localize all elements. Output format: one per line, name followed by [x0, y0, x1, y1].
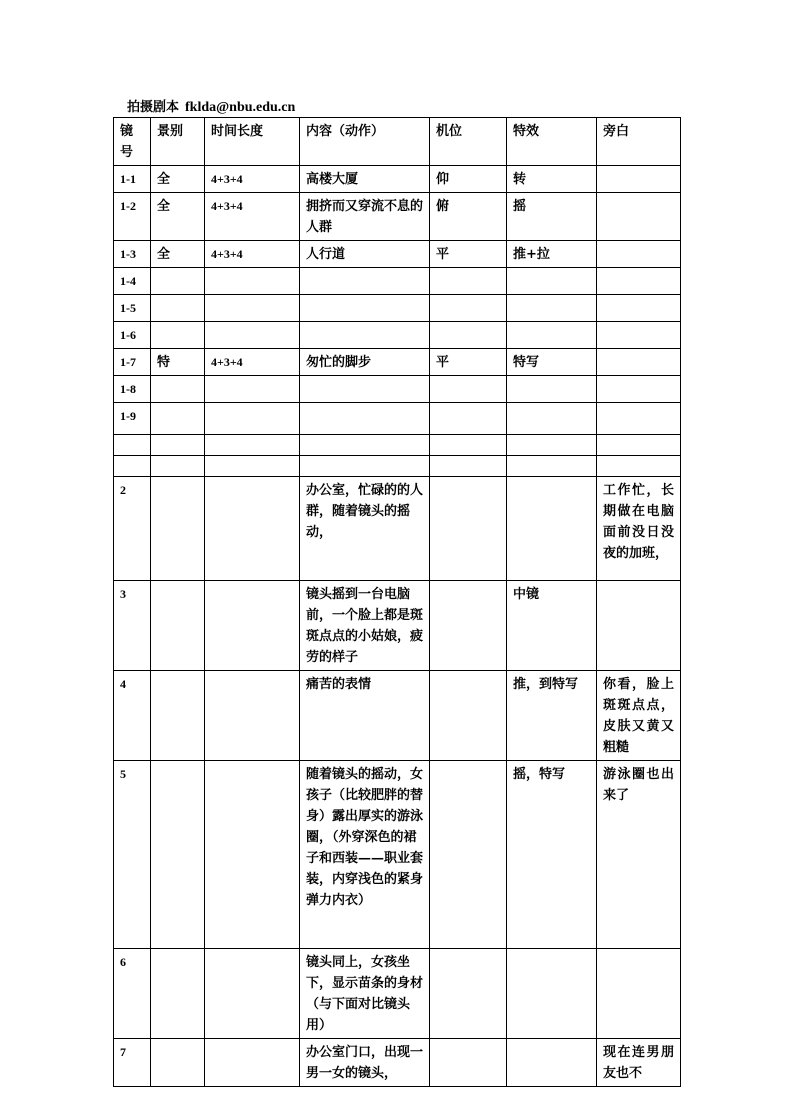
table-row — [114, 322, 681, 349]
table-cell — [507, 295, 597, 322]
table-cell: 你看，脸上斑斑点点，皮肤又黄又粗糙 — [597, 671, 681, 761]
table-cell — [597, 435, 681, 456]
table-row — [114, 435, 681, 456]
table-cell: 1-6 — [114, 322, 151, 349]
table-cell: 1-3 — [114, 241, 151, 268]
table-cell — [507, 268, 597, 295]
table-cell — [597, 322, 681, 349]
table-cell: 拥挤而又穿流不息的人群 — [300, 193, 430, 241]
table-cell: 全 — [151, 241, 205, 268]
table-cell: 4+3+4 — [205, 349, 300, 376]
table-cell — [597, 403, 681, 435]
table-cell — [507, 376, 597, 403]
table-cell: 镜头摇到一台电脑前，一个脸上都是斑斑点点的小姑娘，疲劳的样子 — [300, 581, 430, 671]
table-cell: 办公室门口，出现一男一女的镜头， — [300, 1039, 430, 1087]
table-row — [114, 671, 681, 761]
table-cell — [430, 456, 507, 477]
table-cell — [430, 761, 507, 949]
table-cell — [507, 949, 597, 1039]
table-row — [114, 166, 681, 193]
table-cell — [151, 403, 205, 435]
table-cell — [151, 376, 205, 403]
table-cell: 随着镜头的摇动，女孩子（比较肥胖的替身）露出厚实的游泳圈，（外穿深色的裙子和西装——职业套装，内穿浅色的紧身弹力内衣） — [300, 761, 430, 949]
table-cell — [430, 295, 507, 322]
table-cell: 仰 — [430, 166, 507, 193]
table-cell — [430, 1039, 507, 1087]
table-cell: 中镜 — [507, 581, 597, 671]
table-cell — [597, 349, 681, 376]
table-cell — [507, 322, 597, 349]
table-header-row — [114, 118, 681, 166]
table-row — [114, 268, 681, 295]
table-cell — [597, 295, 681, 322]
table-cell — [205, 435, 300, 456]
table-cell: 4+3+4 — [205, 166, 300, 193]
table-cell: 2 — [114, 477, 151, 581]
table-row — [114, 376, 681, 403]
table-cell: 匆忙的脚步 — [300, 349, 430, 376]
table-cell — [430, 581, 507, 671]
table-cell — [430, 322, 507, 349]
title-text: 拍摄剧本 — [127, 100, 180, 115]
table-cell — [151, 761, 205, 949]
table-row — [114, 193, 681, 241]
table-cell — [151, 295, 205, 322]
table-cell: 特 — [151, 349, 205, 376]
table-cell: 平 — [430, 241, 507, 268]
table-cell: 4+3+4 — [205, 193, 300, 241]
header-cell: 特效 — [507, 118, 597, 166]
table-cell — [205, 295, 300, 322]
table-cell — [597, 376, 681, 403]
table-cell — [300, 322, 430, 349]
table-row — [114, 456, 681, 477]
table-row — [114, 477, 681, 581]
table-cell: 平 — [430, 349, 507, 376]
table-cell — [507, 477, 597, 581]
table-row — [114, 1039, 681, 1087]
table-cell: 全 — [151, 166, 205, 193]
table-cell: 摇，特写 — [507, 761, 597, 949]
table-cell: 1-1 — [114, 166, 151, 193]
table-cell — [205, 761, 300, 949]
document-title — [127, 96, 295, 116]
table-cell — [430, 477, 507, 581]
table-cell: 1-4 — [114, 268, 151, 295]
table-cell — [300, 295, 430, 322]
table-cell: 1-7 — [114, 349, 151, 376]
table-cell — [597, 166, 681, 193]
table-cell — [151, 477, 205, 581]
table-cell: 转 — [507, 166, 597, 193]
table-cell: 1-2 — [114, 193, 151, 241]
table-cell — [300, 403, 430, 435]
table-cell — [300, 376, 430, 403]
table-cell — [300, 456, 430, 477]
table-cell — [597, 268, 681, 295]
table-cell — [205, 1039, 300, 1087]
table-cell — [205, 268, 300, 295]
table-row — [114, 761, 681, 949]
table-cell — [205, 403, 300, 435]
header-cell: 旁白 — [597, 118, 681, 166]
table-cell: 俯 — [430, 193, 507, 241]
shooting-script-table — [113, 117, 681, 1087]
table-row — [114, 581, 681, 671]
header-cell: 景别 — [151, 118, 205, 166]
table-cell — [114, 456, 151, 477]
table-cell — [114, 435, 151, 456]
table-cell: 4 — [114, 671, 151, 761]
table-cell — [507, 435, 597, 456]
table-cell — [430, 403, 507, 435]
table-cell: 高楼大厦 — [300, 166, 430, 193]
table-cell — [151, 456, 205, 477]
table-cell: 现在连男朋友也不 — [597, 1039, 681, 1087]
table-row — [114, 349, 681, 376]
table-cell — [430, 949, 507, 1039]
table-cell — [597, 193, 681, 241]
table-cell — [205, 477, 300, 581]
table-cell — [430, 376, 507, 403]
table-cell — [151, 671, 205, 761]
table-cell — [205, 671, 300, 761]
author-email: fklda@nbu.edu.cn — [185, 100, 296, 115]
table-cell — [300, 268, 430, 295]
table-cell: 人行道 — [300, 241, 430, 268]
table-cell: 5 — [114, 761, 151, 949]
table-cell — [597, 949, 681, 1039]
table-cell — [151, 1039, 205, 1087]
table-cell — [151, 949, 205, 1039]
header-cell: 内容（动作） — [300, 118, 430, 166]
header-cell: 镜号 — [114, 118, 151, 166]
header-cell: 机位 — [430, 118, 507, 166]
table-cell — [205, 581, 300, 671]
table-cell: 7 — [114, 1039, 151, 1087]
table-cell — [430, 435, 507, 456]
table-cell: 游泳圈也出来了 — [597, 761, 681, 949]
table-cell — [507, 456, 597, 477]
table-cell: 办公室，忙碌的的人群，随着镜头的摇动， — [300, 477, 430, 581]
table-cell: 3 — [114, 581, 151, 671]
table-row — [114, 295, 681, 322]
table-cell: 1-5 — [114, 295, 151, 322]
header-cell: 时间长度 — [205, 118, 300, 166]
table-cell — [507, 1039, 597, 1087]
table-cell — [597, 241, 681, 268]
table-cell — [597, 456, 681, 477]
table-cell: 摇 — [507, 193, 597, 241]
table-cell: 推，到特写 — [507, 671, 597, 761]
table-cell — [151, 322, 205, 349]
table-cell — [151, 268, 205, 295]
table-cell — [151, 435, 205, 456]
table-cell — [205, 949, 300, 1039]
table-cell — [205, 456, 300, 477]
table-cell: 1-8 — [114, 376, 151, 403]
table-cell: 4+3+4 — [205, 241, 300, 268]
table-cell: 推+拉 — [507, 241, 597, 268]
table-cell: 1-9 — [114, 403, 151, 435]
table-cell — [205, 322, 300, 349]
table-row — [114, 949, 681, 1039]
table-cell: 6 — [114, 949, 151, 1039]
table-cell — [205, 376, 300, 403]
table-cell: 镜头同上，女孩坐下，显示苗条的身材（与下面对比镜头用） — [300, 949, 430, 1039]
table-cell: 特写 — [507, 349, 597, 376]
table-cell — [430, 268, 507, 295]
table-cell — [507, 403, 597, 435]
table-cell — [300, 435, 430, 456]
table-cell — [597, 581, 681, 671]
table-cell: 痛苦的表情 — [300, 671, 430, 761]
table-row — [114, 403, 681, 435]
table-cell: 工作忙，长期做在电脑面前没日没夜的加班， — [597, 477, 681, 581]
table-cell: 全 — [151, 193, 205, 241]
table-cell — [430, 671, 507, 761]
table-row — [114, 241, 681, 268]
table-cell — [151, 581, 205, 671]
